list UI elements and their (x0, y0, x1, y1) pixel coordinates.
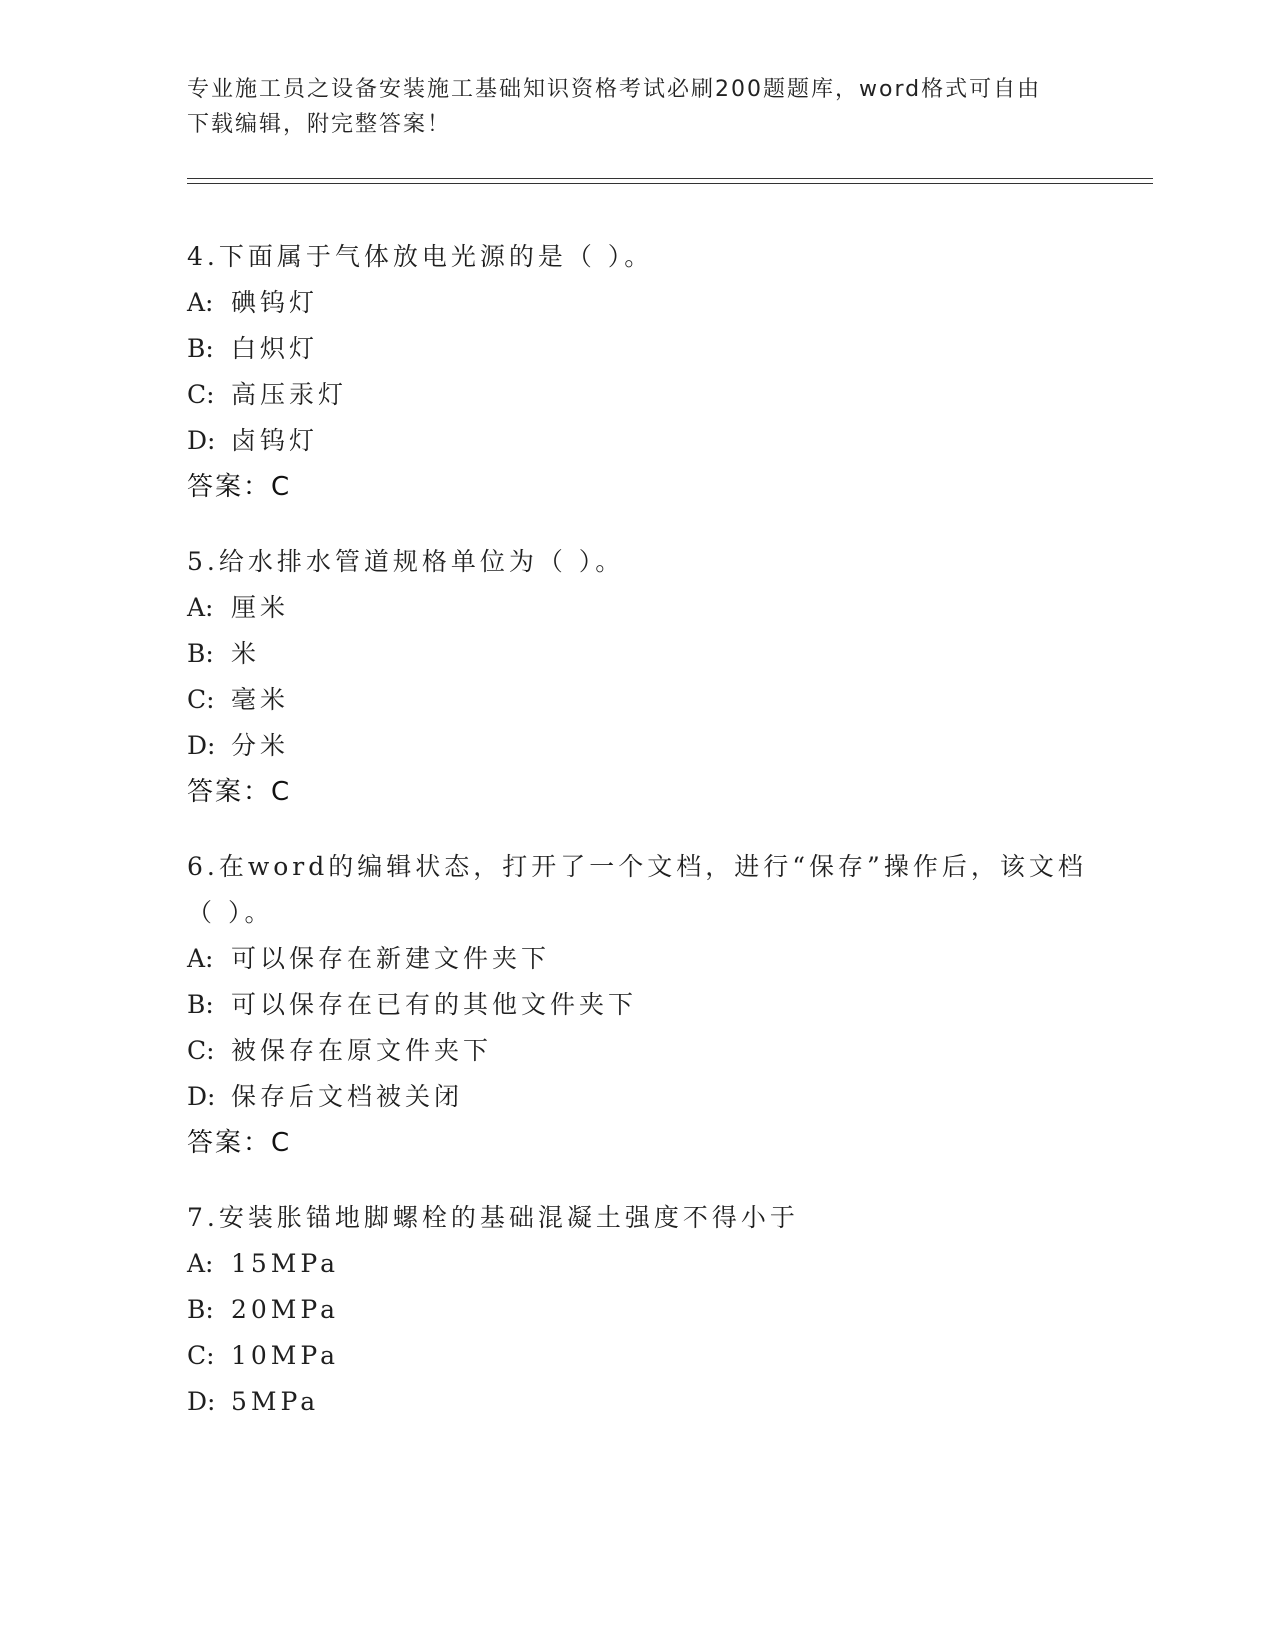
option-b (187, 326, 1147, 372)
option-key: B: (187, 639, 214, 668)
option-key: C: (187, 1341, 215, 1370)
option-key: D: (187, 731, 216, 760)
question-stem: 4.下面属于气体放电光源的是（ ）。 (187, 242, 654, 271)
option-text: 15MPa (231, 1249, 340, 1278)
option-key: C: (187, 685, 215, 714)
option-b (187, 982, 1147, 1028)
option-text: 5MPa (231, 1387, 320, 1416)
option-text: 米 (231, 639, 261, 668)
answer-text: 答案：C (187, 472, 292, 502)
option-text: 10MPa (231, 1341, 340, 1370)
document-header (187, 72, 1067, 142)
option-key: A: (187, 288, 214, 317)
option-text: 可以保存在已有的其他文件夹下 (231, 990, 638, 1019)
option-text: 卤钨灯 (231, 426, 319, 455)
option-a (187, 280, 1147, 326)
option-key: D: (187, 426, 216, 455)
answer-text: 答案：C (187, 777, 292, 807)
question-item (187, 234, 1147, 510)
option-text: 高压汞灯 (231, 380, 348, 409)
option-a (187, 936, 1147, 982)
question-list (187, 234, 1147, 1454)
option-b (187, 1287, 1147, 1333)
header-divider-bottom (187, 183, 1153, 184)
option-d (187, 1074, 1147, 1120)
option-key: D: (187, 1082, 216, 1111)
question-item (187, 1195, 1147, 1425)
option-text: 碘钨灯 (231, 288, 319, 317)
option-key: C: (187, 380, 215, 409)
option-text: 白炽灯 (231, 334, 319, 363)
question-stem: 7.安装胀锚地脚螺栓的基础混凝土强度不得小于 (187, 1203, 799, 1232)
option-d (187, 418, 1147, 464)
header-title-line-1: 专业施工员之设备安装施工基础知识资格考试必刷200题题库，word格式可自由 (187, 77, 1042, 102)
option-c (187, 372, 1147, 418)
question-item (187, 844, 1147, 1166)
option-key: A: (187, 593, 214, 622)
option-key: A: (187, 944, 214, 973)
question-item (187, 539, 1147, 815)
option-key: A: (187, 1249, 214, 1278)
option-a (187, 1241, 1147, 1287)
option-c (187, 1333, 1147, 1379)
question-stem: 6.在word的编辑状态，打开了一个文档，进行“保存”操作后，该文档（ ）。 (187, 852, 1087, 927)
option-d (187, 1379, 1147, 1425)
answer-text: 答案：C (187, 1128, 292, 1158)
option-text: 被保存在原文件夹下 (231, 1036, 493, 1065)
option-text: 厘米 (231, 593, 290, 622)
option-c (187, 677, 1147, 723)
option-key: B: (187, 1295, 214, 1324)
option-b (187, 631, 1147, 677)
option-text: 20MPa (231, 1295, 340, 1324)
option-text: 毫米 (231, 685, 290, 714)
header-title-line-2: 下载编辑，附完整答案！ (187, 112, 452, 137)
option-text: 分米 (231, 731, 290, 760)
option-c (187, 1028, 1147, 1074)
option-key: B: (187, 990, 214, 1019)
option-key: D: (187, 1387, 216, 1416)
header-divider-top (187, 178, 1153, 179)
option-key: C: (187, 1036, 215, 1065)
option-d (187, 723, 1147, 769)
question-stem: 5.给水排水管道规格单位为（ ）。 (187, 547, 625, 576)
option-text: 可以保存在新建文件夹下 (231, 944, 551, 973)
option-key: B: (187, 334, 214, 363)
option-a (187, 585, 1147, 631)
option-text: 保存后文档被关闭 (231, 1082, 464, 1111)
